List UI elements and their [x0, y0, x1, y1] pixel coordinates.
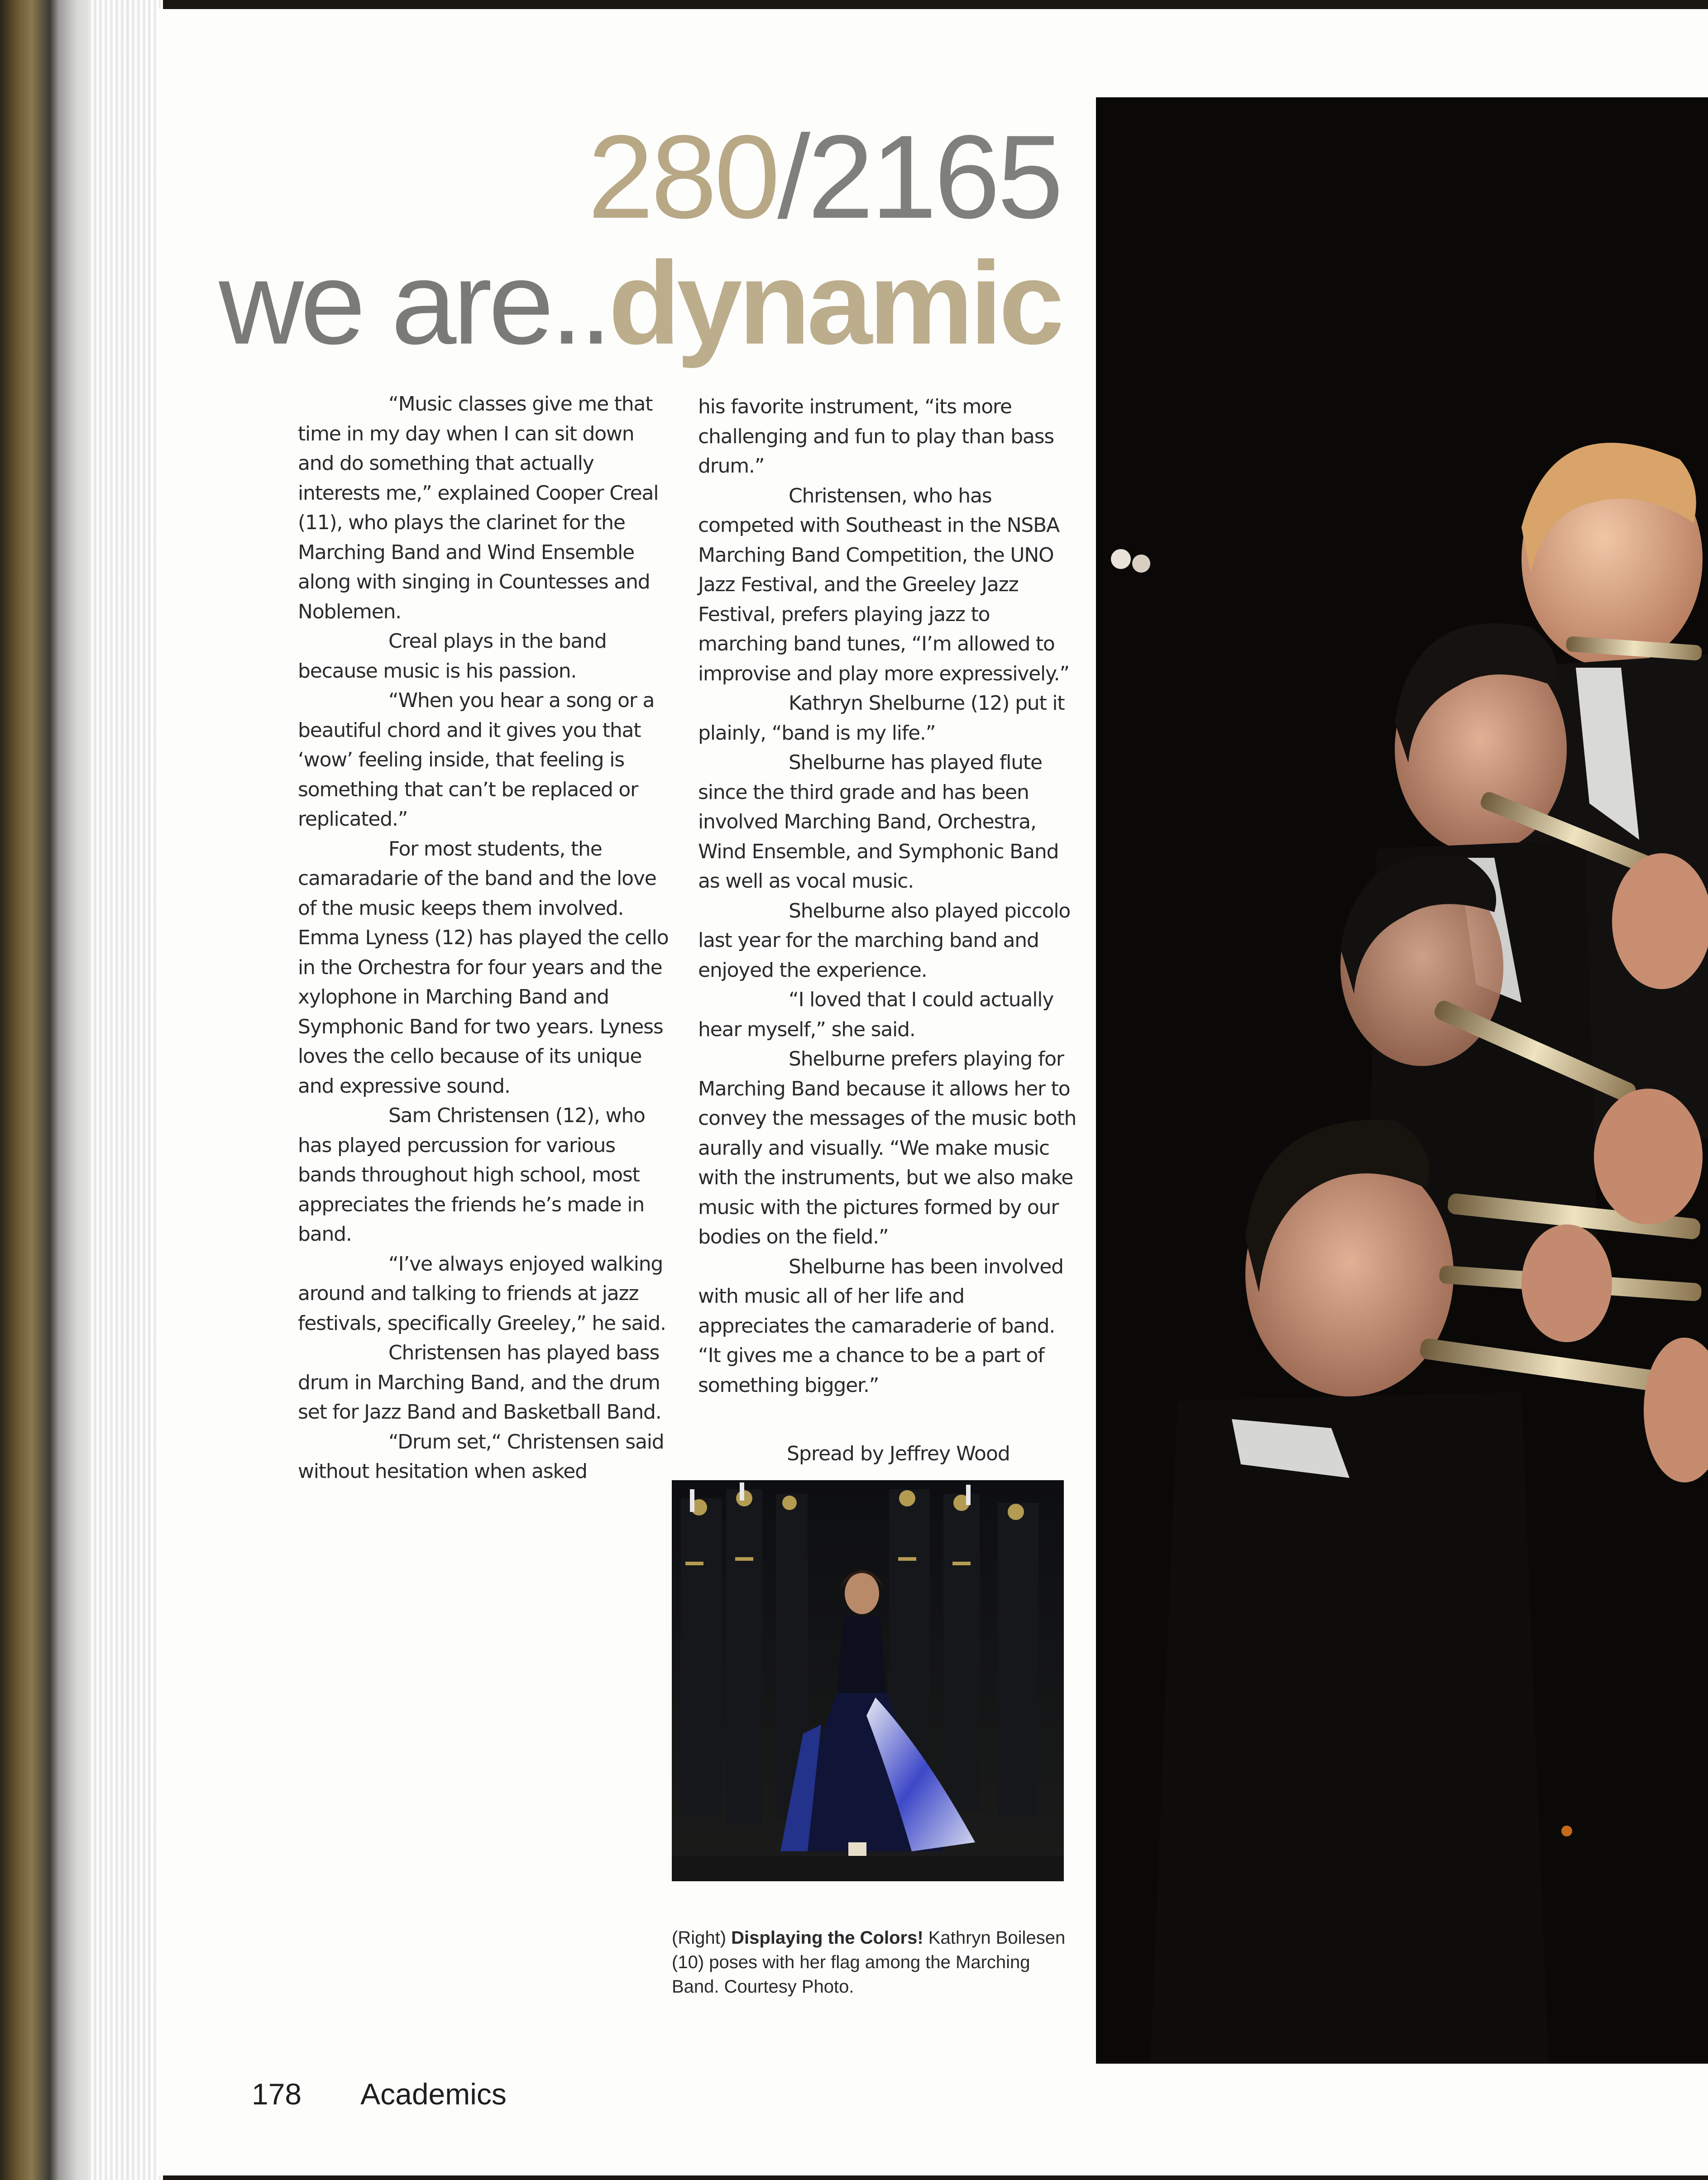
- paragraph: Sam Christensen (12), who has played percussion for various bands throughout high school, most appreciates the friends he’s made in band.: [298, 1104, 645, 1246]
- marching-band-flag-photo: [672, 1480, 1064, 1881]
- caption-title: Displaying the Colors!: [731, 1928, 923, 1948]
- number-part-total: /2165: [777, 110, 1061, 243]
- page-footer: [252, 2077, 507, 2111]
- paragraph: “Music classes give me that time in my day when I can sit down and do something that actually interests me,” explained Cooper Creal (11), who plays the clarinet for the Marching Band and Wind Ensemble along with singing in Countesses and Noblemen.: [298, 392, 659, 623]
- paragraph: Christensen, who has competed with Southeast in the NSBA Marching Band Competition, the UNO Jazz Festival, and the Greeley Jazz Festival, prefers playing jazz to marching band tunes, “I’m allowed to improvise and play more expressively.”: [698, 484, 1069, 685]
- enrollment-number: [588, 110, 1061, 243]
- paragraph: “When you hear a song or a beautiful chord and it gives you that ‘wow’ feeling inside, that feeling is something that can’t be replaced or replicated.”: [298, 689, 655, 831]
- paragraph: Kathryn Shelburne (12) put it plainly, “band is my life.”: [698, 692, 1065, 745]
- paragraph: Christensen has played bass drum in Marching Band, and the drum set for Jazz Band and Basketball Band.: [298, 1341, 661, 1424]
- page-stack-edges: [88, 0, 161, 2180]
- paragraph: For most students, the camaradarie of the band and the love of the music keeps them involved. Emma Lyness (12) has played the cello in the Orchestra for four years and the xylophone in Marching Band and Symphonic Band for two years. Lyness loves the cello because of its unique and expressive sound.: [298, 837, 669, 1098]
- paragraph: Shelburne has been involved with music all of her life and appreciates the camaraderie of band. “It gives me a chance to be a part of something bigger.”: [698, 1255, 1063, 1397]
- caption-body: Kathryn Boilesen (10) poses with her flag among the Marching Band. Courtesy Photo.: [672, 1928, 1066, 1997]
- page-number: 178: [252, 2077, 302, 2111]
- photo-caption: [672, 1926, 1066, 1999]
- trumpet-players-photo: [1096, 97, 1708, 2064]
- paragraph: Shelburne prefers playing for Marching Band because it allows her to convey the messages of the music both aurally and visually. “We make music with the instruments, but we also make music with the pictures formed by our bodies on the field.”: [698, 1047, 1076, 1248]
- flag-guard-illustration: [672, 1480, 1064, 1881]
- page-headline: [219, 238, 1061, 369]
- caption-lead: (Right): [672, 1928, 727, 1948]
- number-part-highlight: 280: [588, 110, 778, 243]
- headline-emphasis: dynamic: [608, 238, 1061, 369]
- headline-lead: we are..: [219, 238, 609, 369]
- byline: Spread by Jeffrey Wood: [787, 1442, 1010, 1465]
- paragraph: Shelburne also played piccolo last year for the marching band and enjoyed the experience.: [698, 899, 1071, 982]
- paragraph: “I’ve always enjoyed walking around and talking to friends at jazz festivals, specifically Greeley,” he said.: [298, 1252, 666, 1335]
- paragraph: “Drum set,“ Christensen said without hesitation when asked: [298, 1430, 664, 1483]
- article-column-right: [698, 392, 1078, 1400]
- paragraph: Shelburne has played flute since the third grade and has been involved Marching Band, Orchestra, Wind Ensemble, and Symphonic Band as well as vocal music.: [698, 751, 1059, 893]
- section-name: Academics: [360, 2077, 507, 2111]
- paragraph: Creal plays in the band because music is his passion.: [298, 630, 607, 683]
- paragraph-continued: his favorite instrument, “its more challenging and fun to play than bass drum.”: [698, 395, 1054, 478]
- paragraph: “I loved that I could actually hear myself,” she said.: [698, 988, 1054, 1041]
- article-column-left: [298, 389, 674, 1487]
- trumpet-section-illustration: [1096, 97, 1708, 2064]
- yearbook-page: [158, 9, 1708, 2175]
